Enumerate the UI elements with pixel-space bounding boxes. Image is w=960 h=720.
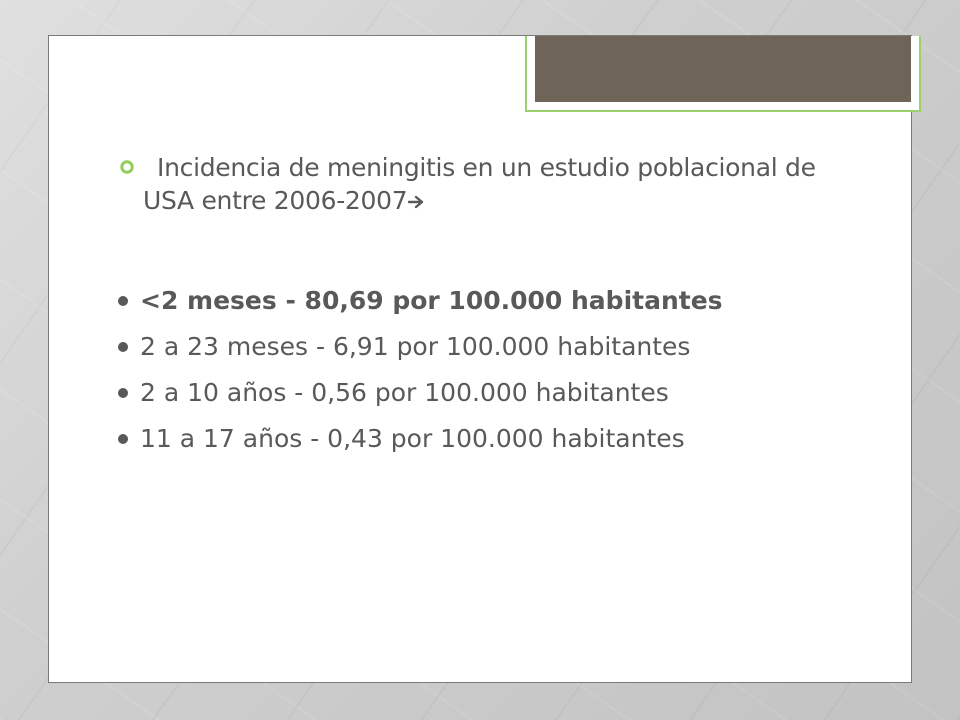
header-tab bbox=[525, 36, 921, 112]
right-arrow-icon bbox=[408, 195, 425, 209]
list-item bbox=[118, 370, 878, 416]
black-dot-icon bbox=[118, 342, 128, 352]
black-dot-icon bbox=[118, 434, 128, 444]
heading-text bbox=[120, 151, 820, 217]
black-dot-icon bbox=[118, 388, 128, 398]
green-circle-bullet-icon bbox=[120, 160, 134, 174]
list-item bbox=[118, 278, 878, 324]
header-tab-fill bbox=[535, 36, 911, 102]
list-item-text: 2 a 23 meses - 6,91 por 100.000 habitantes bbox=[140, 332, 691, 361]
heading-bullet-item bbox=[120, 151, 820, 217]
incidence-list bbox=[118, 278, 878, 462]
black-dot-icon bbox=[118, 296, 128, 306]
list-item-text: <2 meses - 80,69 por 100.000 habitantes bbox=[140, 286, 723, 315]
list-item bbox=[118, 416, 878, 462]
list-item-text: 11 a 17 años - 0,43 por 100.000 habitantes bbox=[140, 424, 685, 453]
list-item-text: 2 a 10 años - 0,56 por 100.000 habitantes bbox=[140, 378, 669, 407]
heading-label: Incidencia de meningitis en un estudio poblacional de USA entre 2006-2007 bbox=[143, 153, 816, 215]
list-item bbox=[118, 324, 878, 370]
